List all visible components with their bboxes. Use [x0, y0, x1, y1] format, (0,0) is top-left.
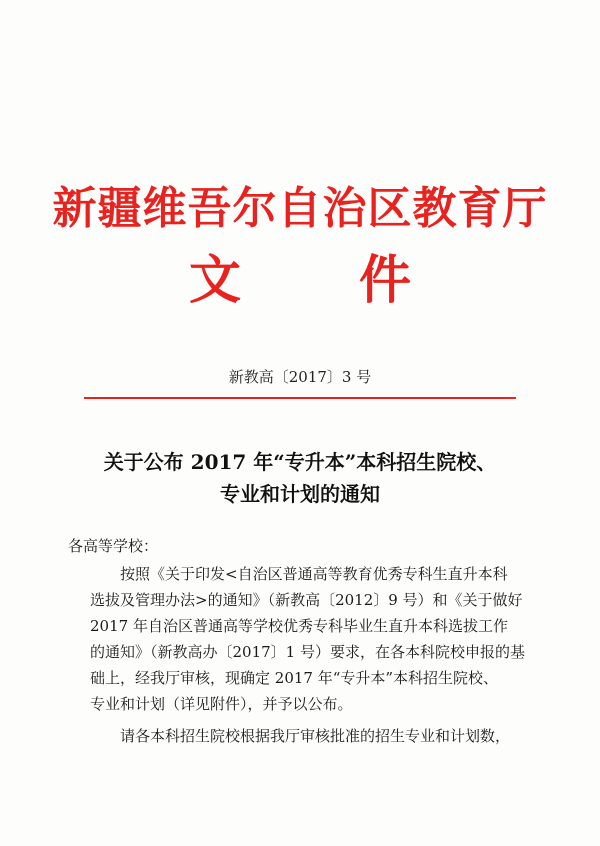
paragraph-2-line: 请各本科招生院校根据我厅审核批准的招生专业和计划数，	[120, 727, 511, 745]
paragraph-2	[90, 723, 540, 749]
issuer-heading: 新疆维吾尔自治区教育厅	[52, 183, 548, 234]
paragraph-1-line: 按照《关于印发<自治区普通高等教育优秀专科生直升本科	[120, 565, 508, 583]
paragraph-1-line: 选拔及管理办法>的通知》（新教高〔2012〕9 号）和《关于做好	[90, 591, 523, 609]
salutation: 各高等学校：	[68, 537, 159, 555]
paragraph-1-line: 专业和计划（详见附件），并予以公布。	[90, 695, 353, 713]
notice-title-line-2: 专业和计划的通知	[220, 482, 380, 506]
paragraph-1-line: 础上，经我厅审核，现确定 2017 年“专升本”本科招生院校、	[90, 669, 499, 687]
notice-title	[40, 446, 560, 510]
document-type-heading: 文 件	[188, 250, 462, 311]
notice-title-line-1: 关于公布 2017 年“专升本”本科招生院校、	[103, 450, 497, 474]
paragraph-1-line: 的通知》（新教高办〔2017〕1 号）要求，在各本科院校申报的基	[90, 643, 525, 661]
paragraph-1-line: 2017 年自治区普通高等学校优秀专科毕业生直升本科选拔工作	[90, 617, 508, 635]
document-number: 新教高〔2017〕3 号	[228, 368, 372, 386]
notice-body	[68, 531, 540, 749]
paragraph-1	[90, 561, 540, 717]
red-divider-line	[84, 397, 516, 399]
